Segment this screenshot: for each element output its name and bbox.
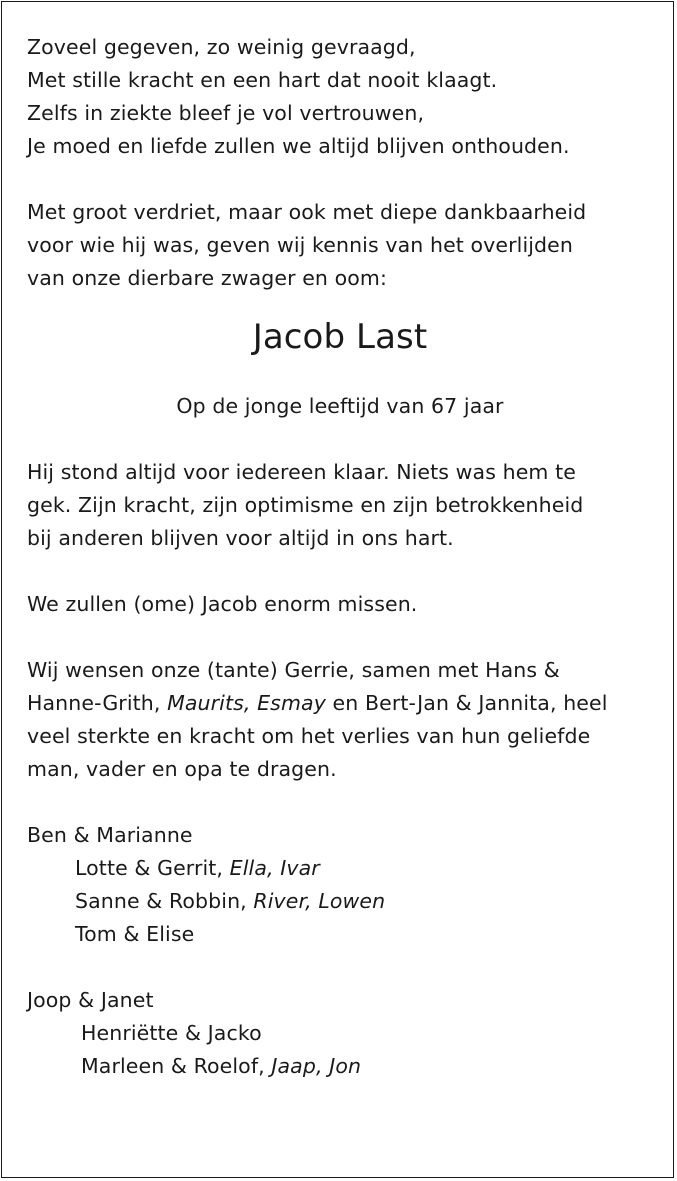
wish-text: Hanne-Grith, [27,691,168,715]
poem-line: Zoveel gegeven, zo weinig gevraagd, [27,35,416,59]
intro-line: Met groot verdriet, maar ook met diepe dankbaarheid [27,200,587,224]
family-member [27,1017,653,1050]
poem-line: Met stille kracht en een hart dat nooit klaagt. [27,68,498,92]
tribute-line: Hij stond altijd voor iedereen klaar. Niets was hem te [27,460,576,484]
age-line: Op de jonge leeftijd van 67 jaar [176,394,504,418]
wish-text: en Bert-Jan & Jannita, heel [325,691,608,715]
intro-line: voor wie hij was, geven wij kennis van het overlijden [27,233,573,257]
poem-line: Zelfs in ziekte bleef je vol vertrouwen, [27,101,425,125]
family-ben [27,819,653,951]
notice-content [27,31,653,1083]
member-names: Lotte & Gerrit, [75,856,230,880]
member-names: Marleen & Roelof, [81,1054,272,1078]
poem [27,31,653,163]
family-member [27,852,653,885]
intro [27,196,653,295]
family-member [27,918,653,951]
member-names: Henriëtte & Jacko [81,1021,262,1045]
notice-frame [1,1,674,1178]
family-head: Ben & Marianne [27,823,193,847]
member-children: Ella, Ivar [229,856,320,880]
member-names: Tom & Elise [75,922,195,946]
intro-line: van onze dierbare zwager en oom: [27,266,387,290]
poem-line: Je moed en liefde zullen we altijd blijven onthouden. [27,134,570,158]
wish-line [27,687,653,720]
tribute-line: bij anderen blijven voor altijd in ons hart. [27,526,454,550]
member-children: River, Lowen [253,889,386,913]
member-names: Sanne & Robbin, [75,889,254,913]
family-member [27,885,653,918]
family-member [27,1050,653,1083]
wish-line: man, vader en opa te dragen. [27,757,337,781]
tribute-line: gek. Zijn kracht, zijn optimisme en zijn betrokkenheid [27,493,584,517]
tribute [27,456,653,555]
deceased-name: Jacob Last [252,317,428,357]
grandchildren-names: Maurits, Esmay [167,691,326,715]
wish-line: Wij wensen onze (tante) Gerrie, samen met Hans & [27,658,560,682]
wish [27,654,653,786]
wish-line: veel sterkte en kracht om het verlies van hun geliefde [27,724,591,748]
missing-line: We zullen (ome) Jacob enorm missen. [27,592,418,616]
family-joop [27,984,653,1083]
family-head: Joop & Janet [27,988,154,1012]
member-children: Jaap, Jon [271,1054,362,1078]
